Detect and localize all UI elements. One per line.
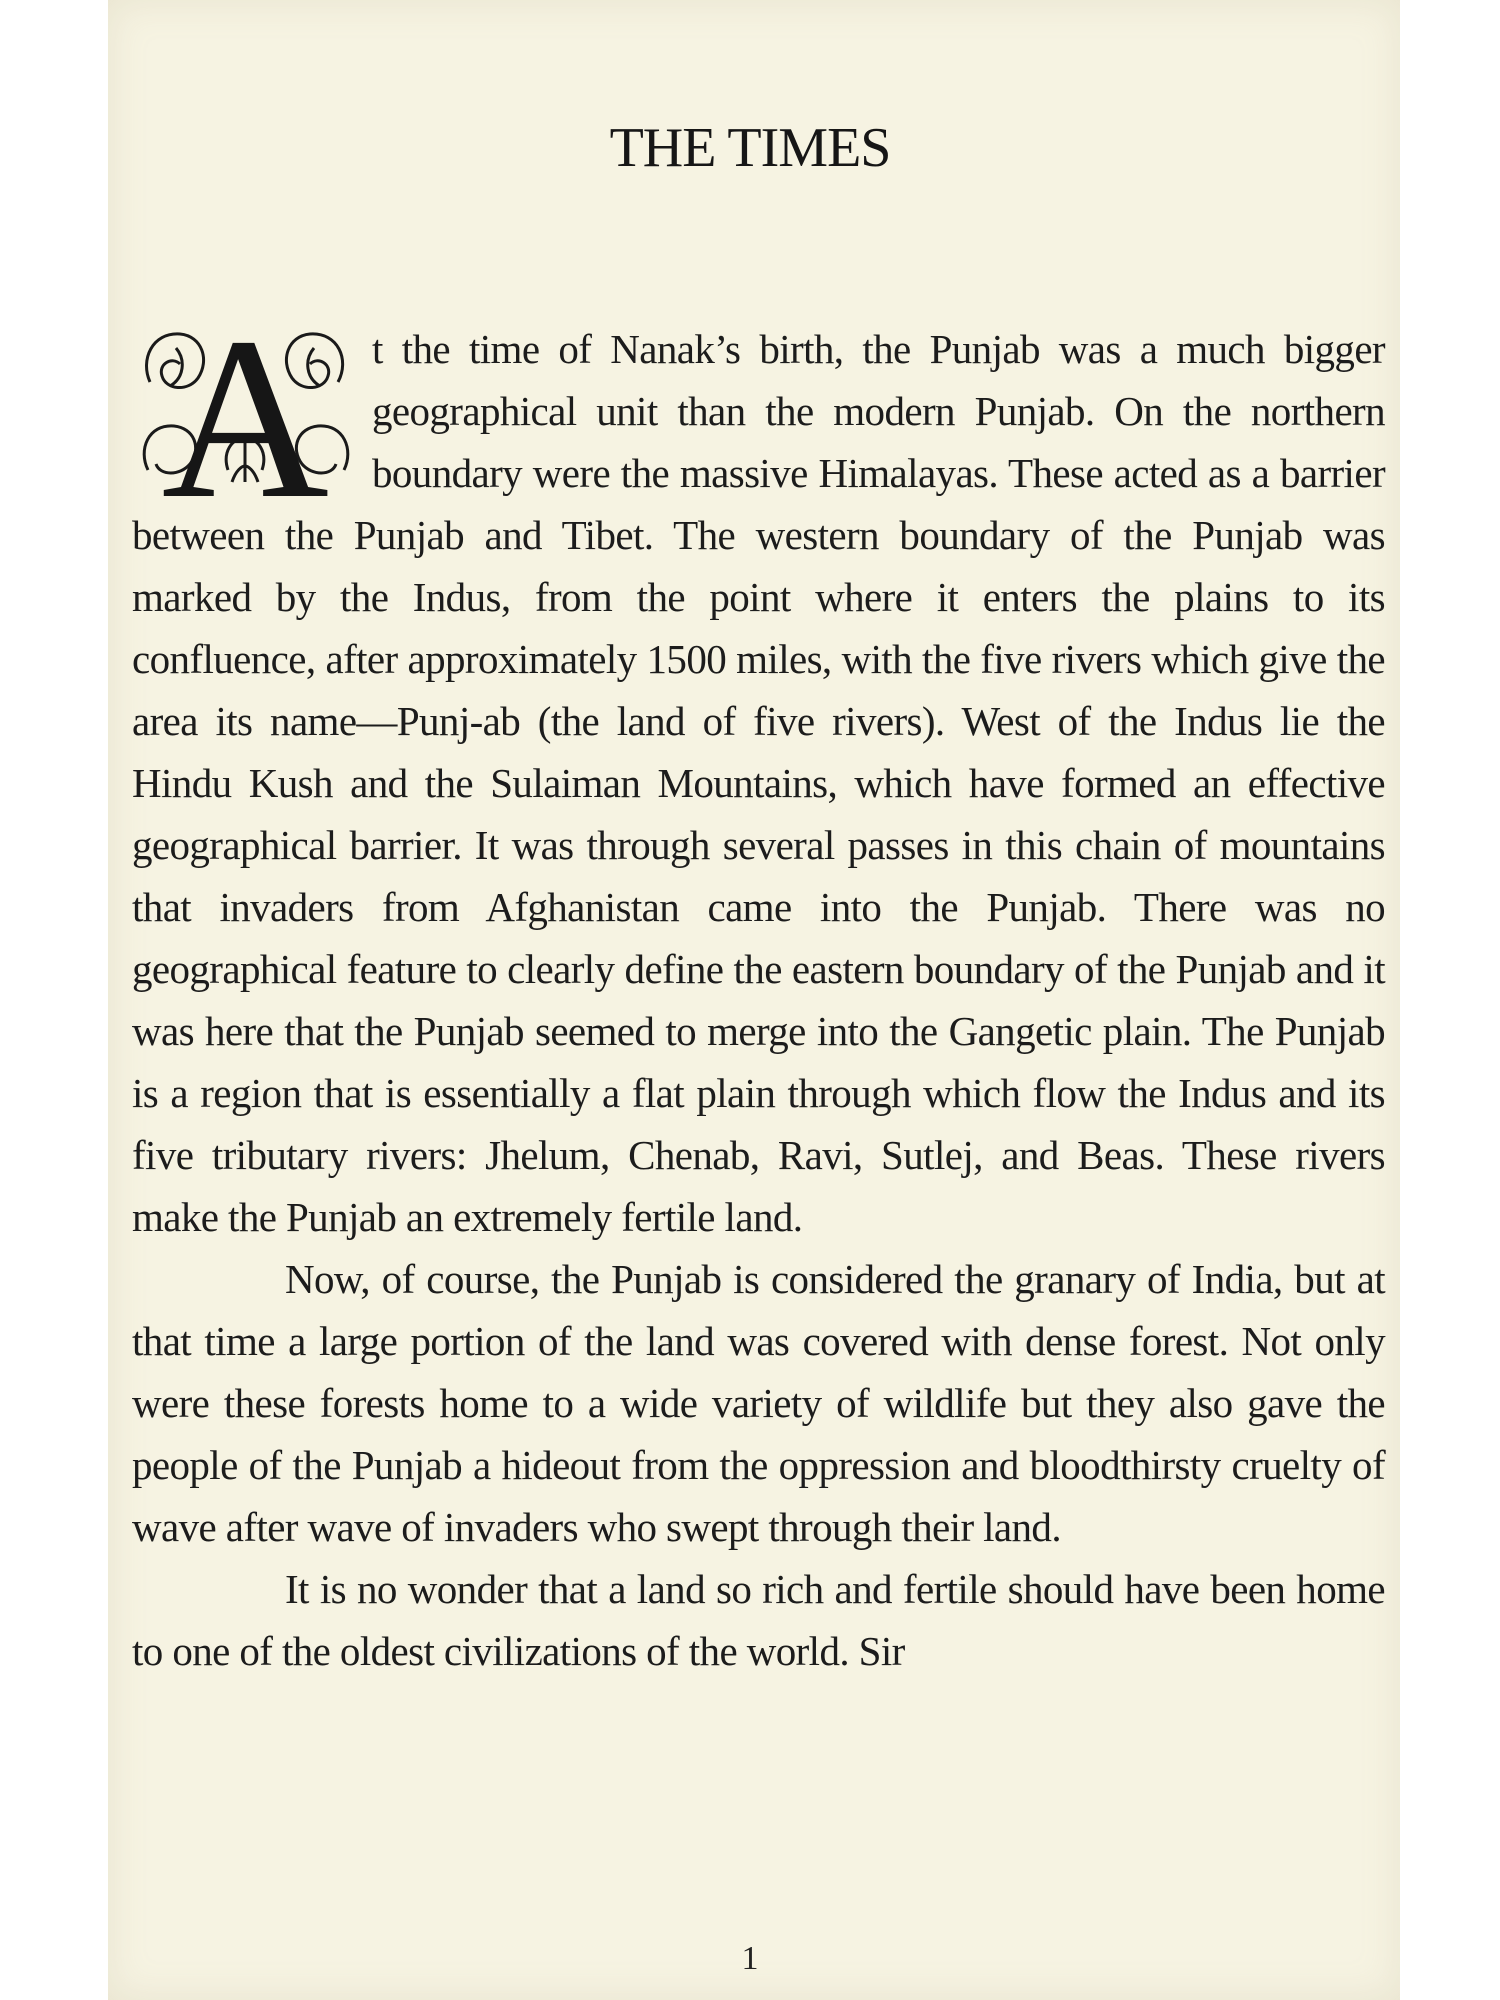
paragraph-3: It is no wonder that a land so rich and fertile should have been home to one of the oldest civilizations of the world. Sir — [132, 1566, 1385, 1674]
paragraph-1-text: t the time of Nanak’s birth, the Punjab was a much bigger geographical unit than the modern Punjab. On the northern boundary were the massive Himalayas. These acted as a barrier between the Punjab and Tibet. The western boundary of the Punjab was marked by the Indus, from the point where it enters the plains to its confluence, after approximately 1500 miles, with the five rivers which give the area its name—Punj-ab (the land of five rivers). West of the Indus lie the Hindu Kush and the Sulaiman Mountains, which have formed an effective geographical barrier. It was through several passes in this chain of mountains that invaders from Afghanistan came into the Punjab. There was no geographical feature to clearly define the eastern boundary of the Punjab and it was here that the Punjab seemed to merge into the Gangetic plain. The Punjab is a region that is essentially a flat plain through which flow the Indus and its five tributary rivers: Jhelum, Chenab, Ravi, Sutlej, and Beas. These rivers make the Punjab an extremely fertile land. — [132, 326, 1385, 1240]
page-number: 1 — [741, 1940, 759, 1977]
chapter-title: THE TIMES — [609, 117, 891, 179]
dropcap-letter: A — [161, 320, 329, 504]
paragraph-1 — [132, 318, 1385, 1248]
body-text — [132, 318, 1385, 1682]
paragraph-2: Now, of course, the Punjab is considered the granary of India, but at that time a large portion of the land was covered with dense forest. Not only were these forests home to a wide variety of wildlife but they also gave the people of the Punjab a hideout from the oppression and bloodthirsty cruelty of wave after wave of invaders who swept through their land. — [132, 1256, 1385, 1550]
ornamental-dropcap — [132, 320, 358, 504]
